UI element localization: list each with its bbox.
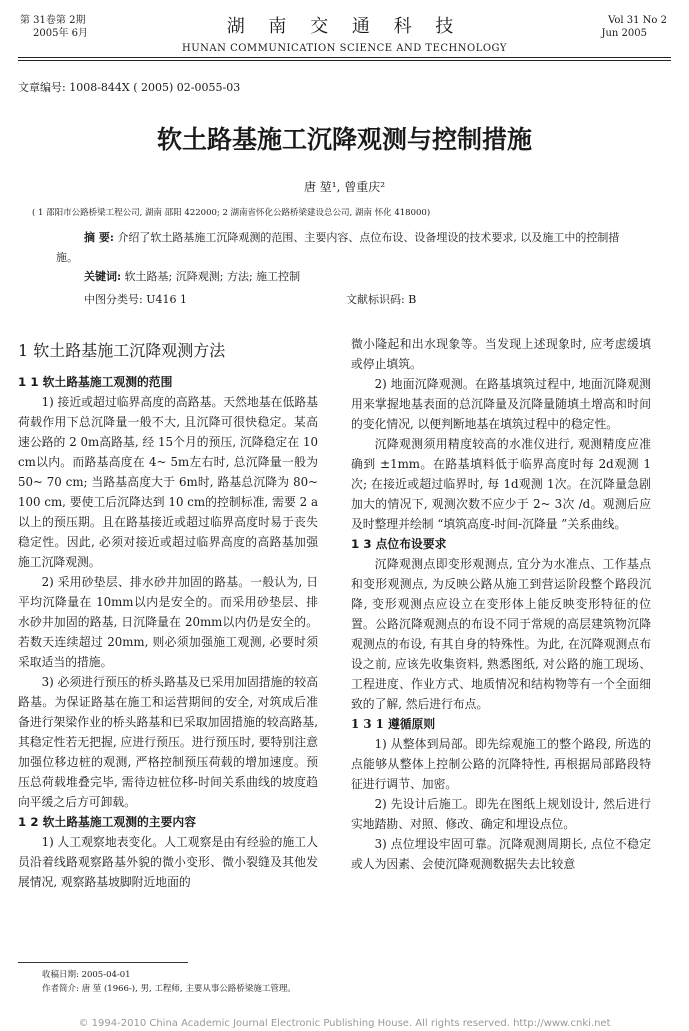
keywords-label: 关键词: xyxy=(84,270,122,283)
volume-issue-cn: 第 31卷第 2期 xyxy=(20,15,86,26)
abstract-label: 摘 要: xyxy=(84,231,114,244)
subsection-heading: 1 3 点位布设要求 xyxy=(351,537,447,551)
authors: 唐 堃¹, 曾重庆² xyxy=(303,180,386,194)
article-number: 文章编号: 1008-844X ( 2005) 02-0055-03 xyxy=(18,81,241,94)
header-rule-double xyxy=(18,60,671,61)
paragraph: 2) 采用砂垫层、排水砂井加固的路基。一般认为, 日平均沉降量在 10mm以内是安全的。而采用砂垫层、排水砂井加固的路基, 日沉降量在 20mm以内仍是安全的。若数天连续超过 20mm, 则必须加强施工观测, 必要时须采取适当的措施。 xyxy=(18,575,318,669)
section-heading: 1 软土路基施工沉降观测方法 xyxy=(18,341,226,360)
subsection-heading: 1 1 软土路基施工观测的范围 xyxy=(18,375,173,389)
paragraph: 2) 先设计后施工。即先在图纸上规划设计, 然后进行实地踏勘、对照、修改、确定和埋设点位。 xyxy=(351,797,651,831)
footnote-rule xyxy=(18,962,188,963)
abstract-text: 介绍了软土路基施工沉降观测的范围、主要内容、点位布设、设备埋设的技术要求, 以及施工中的控制措施。 xyxy=(56,231,620,264)
date-cn: 2005年 6月 xyxy=(33,28,88,39)
clc-number: 中图分类号: U416 1 xyxy=(84,293,187,306)
journal-name-cn: 湖 南 交 通 科 技 xyxy=(226,16,463,37)
footnote-author-bio: 作者简介: 唐 堃 (1966-), 男, 工程师, 主要从事公路桥梁施工管理。 xyxy=(42,984,296,994)
volume-issue-en: Vol 31 No 2 xyxy=(608,15,667,26)
subsection-heading: 1 2 软土路基施工观测的主要内容 xyxy=(18,815,196,829)
left-column xyxy=(18,340,318,892)
header-rule xyxy=(18,57,671,58)
right-column xyxy=(351,334,651,874)
footnote-received: 收稿日期: 2005-04-01 xyxy=(42,970,131,980)
abstract xyxy=(56,228,636,268)
paragraph: 沉降观测点即变形观测点, 宜分为水准点、工作基点和变形观测点, 为反映公路从施工到营运阶段整个路段沉降, 变形观测点应设立在变形体上能反映变形特征的位置。公路沉降观测点的布设不同于常规的高层建筑物沉降观测点的布设, 有其自身的特殊性。为此, 在沉降观测点布设之前, 应该先收集资料, 熟悉图纸, 对公路的施工现场、工程进度、作业方式、地质情况和结构物等有一个全面细致的了解, 然后进行布点。 xyxy=(351,557,651,711)
paragraph: 1) 人工观察地表变化。人工观察是由有经验的施工人员沿着线路观察路基外貌的微小变形、微小裂缝及其他发展情况, 观察路基坡脚附近地面的 xyxy=(18,835,318,889)
document-code: 文献标识码: B xyxy=(346,293,417,306)
paragraph: 1) 从整体到局部。即先综观施工的整个路段, 所选的点能够从整体上控制公路的沉降特性, 再根据局部路段特征进行调节、加密。 xyxy=(351,737,651,791)
paragraph: 2) 地面沉降观测。在路基填筑过程中, 地面沉降观测用来掌握地基表面的总沉降量及沉降量随填土增高和时间的变化情况, 以便判断地基在填筑过程中的稳定性。 xyxy=(351,377,651,431)
copyright-footer: © 1994-2010 China Academic Journal Electronic Publishing House. All rights reserved. http://www.cnki.net xyxy=(78,1018,611,1029)
paragraph: 1) 接近或超过临界高度的高路基。天然地基在低路基荷载作用下总沉降量一般不大, 且沉降可很快稳定。某高速公路的 2 0m高路基, 经 15个月的预压, 沉降稳定在 10 cm以内。而路基高度在 4~ 5m左右时, 总沉降量一般为 50~ 70 cm; 当路基高度大于 6m时, 路基总沉降为 80~ 100 cm, 要使工后沉降达到 10 cm的控制标准, 需要 2 a以上的预压期。且在路基接近或超过临界高度时易于丧失稳定性。因此, 必须对接近或超过临界高度的高路基加强施工沉降观测。 xyxy=(18,395,318,569)
paragraph: 沉降观测须用精度较高的水准仪进行, 观测精度应准确到 ±1mm。在路基填料低于临界高度时每 2d观测 1次; 在接近或超过临界时, 每 1d观测 1次。在沉降量急剧加大的情况下, 观测次数不应少于 2~ 3次 /d。观测后应及时整理并绘制 “填筑高度-时间-沉降量 ”关系曲线。 xyxy=(351,437,651,531)
date-en: Jun 2005 xyxy=(601,28,647,39)
keywords-text: 软土路基; 沉降观测; 方法; 施工控制 xyxy=(124,270,301,283)
subsection-heading: 1 3 1 遵循原则 xyxy=(351,717,436,731)
keywords xyxy=(84,268,644,284)
affiliations: ( 1 邵阳市公路桥梁工程公司, 湖南 邵阳 422000; 2 湖南省怀化公路桥梁建设总公司, 湖南 怀化 418000) xyxy=(32,208,431,218)
body-text xyxy=(18,334,671,959)
article-title: 软土路基施工沉降观测与控制措施 xyxy=(156,125,532,154)
paragraph: 3) 点位埋设牢固可靠。沉降观测周期长, 点位不稳定或人为因素、会使沉降观测数据失去比较意 xyxy=(351,837,651,871)
journal-name-en: HUNAN COMMUNICATION SCIENCE AND TECHNOLOGY xyxy=(182,43,507,54)
paragraph: 3) 必须进行预压的桥头路基及已采用加固措施的较高路基。为保证路基在施工和运营期间的安全, 对筑成后准备进行架梁作业的桥头路基和已采取加固措施的较高路基, 其稳定性若无把握, 应进行预压。进行预压时, 要特别注意加强位移边桩的观测, 严格控制预压荷载的增加速度。预压总荷载堆叠完毕, 需待边桩位移-时间关系曲线的坡度趋向平缓之后方可卸载。 xyxy=(18,675,318,809)
paragraph: 微小隆起和出水现象等。当发现上述现象时, 应考虑缓填或停止填筑。 xyxy=(351,337,651,371)
